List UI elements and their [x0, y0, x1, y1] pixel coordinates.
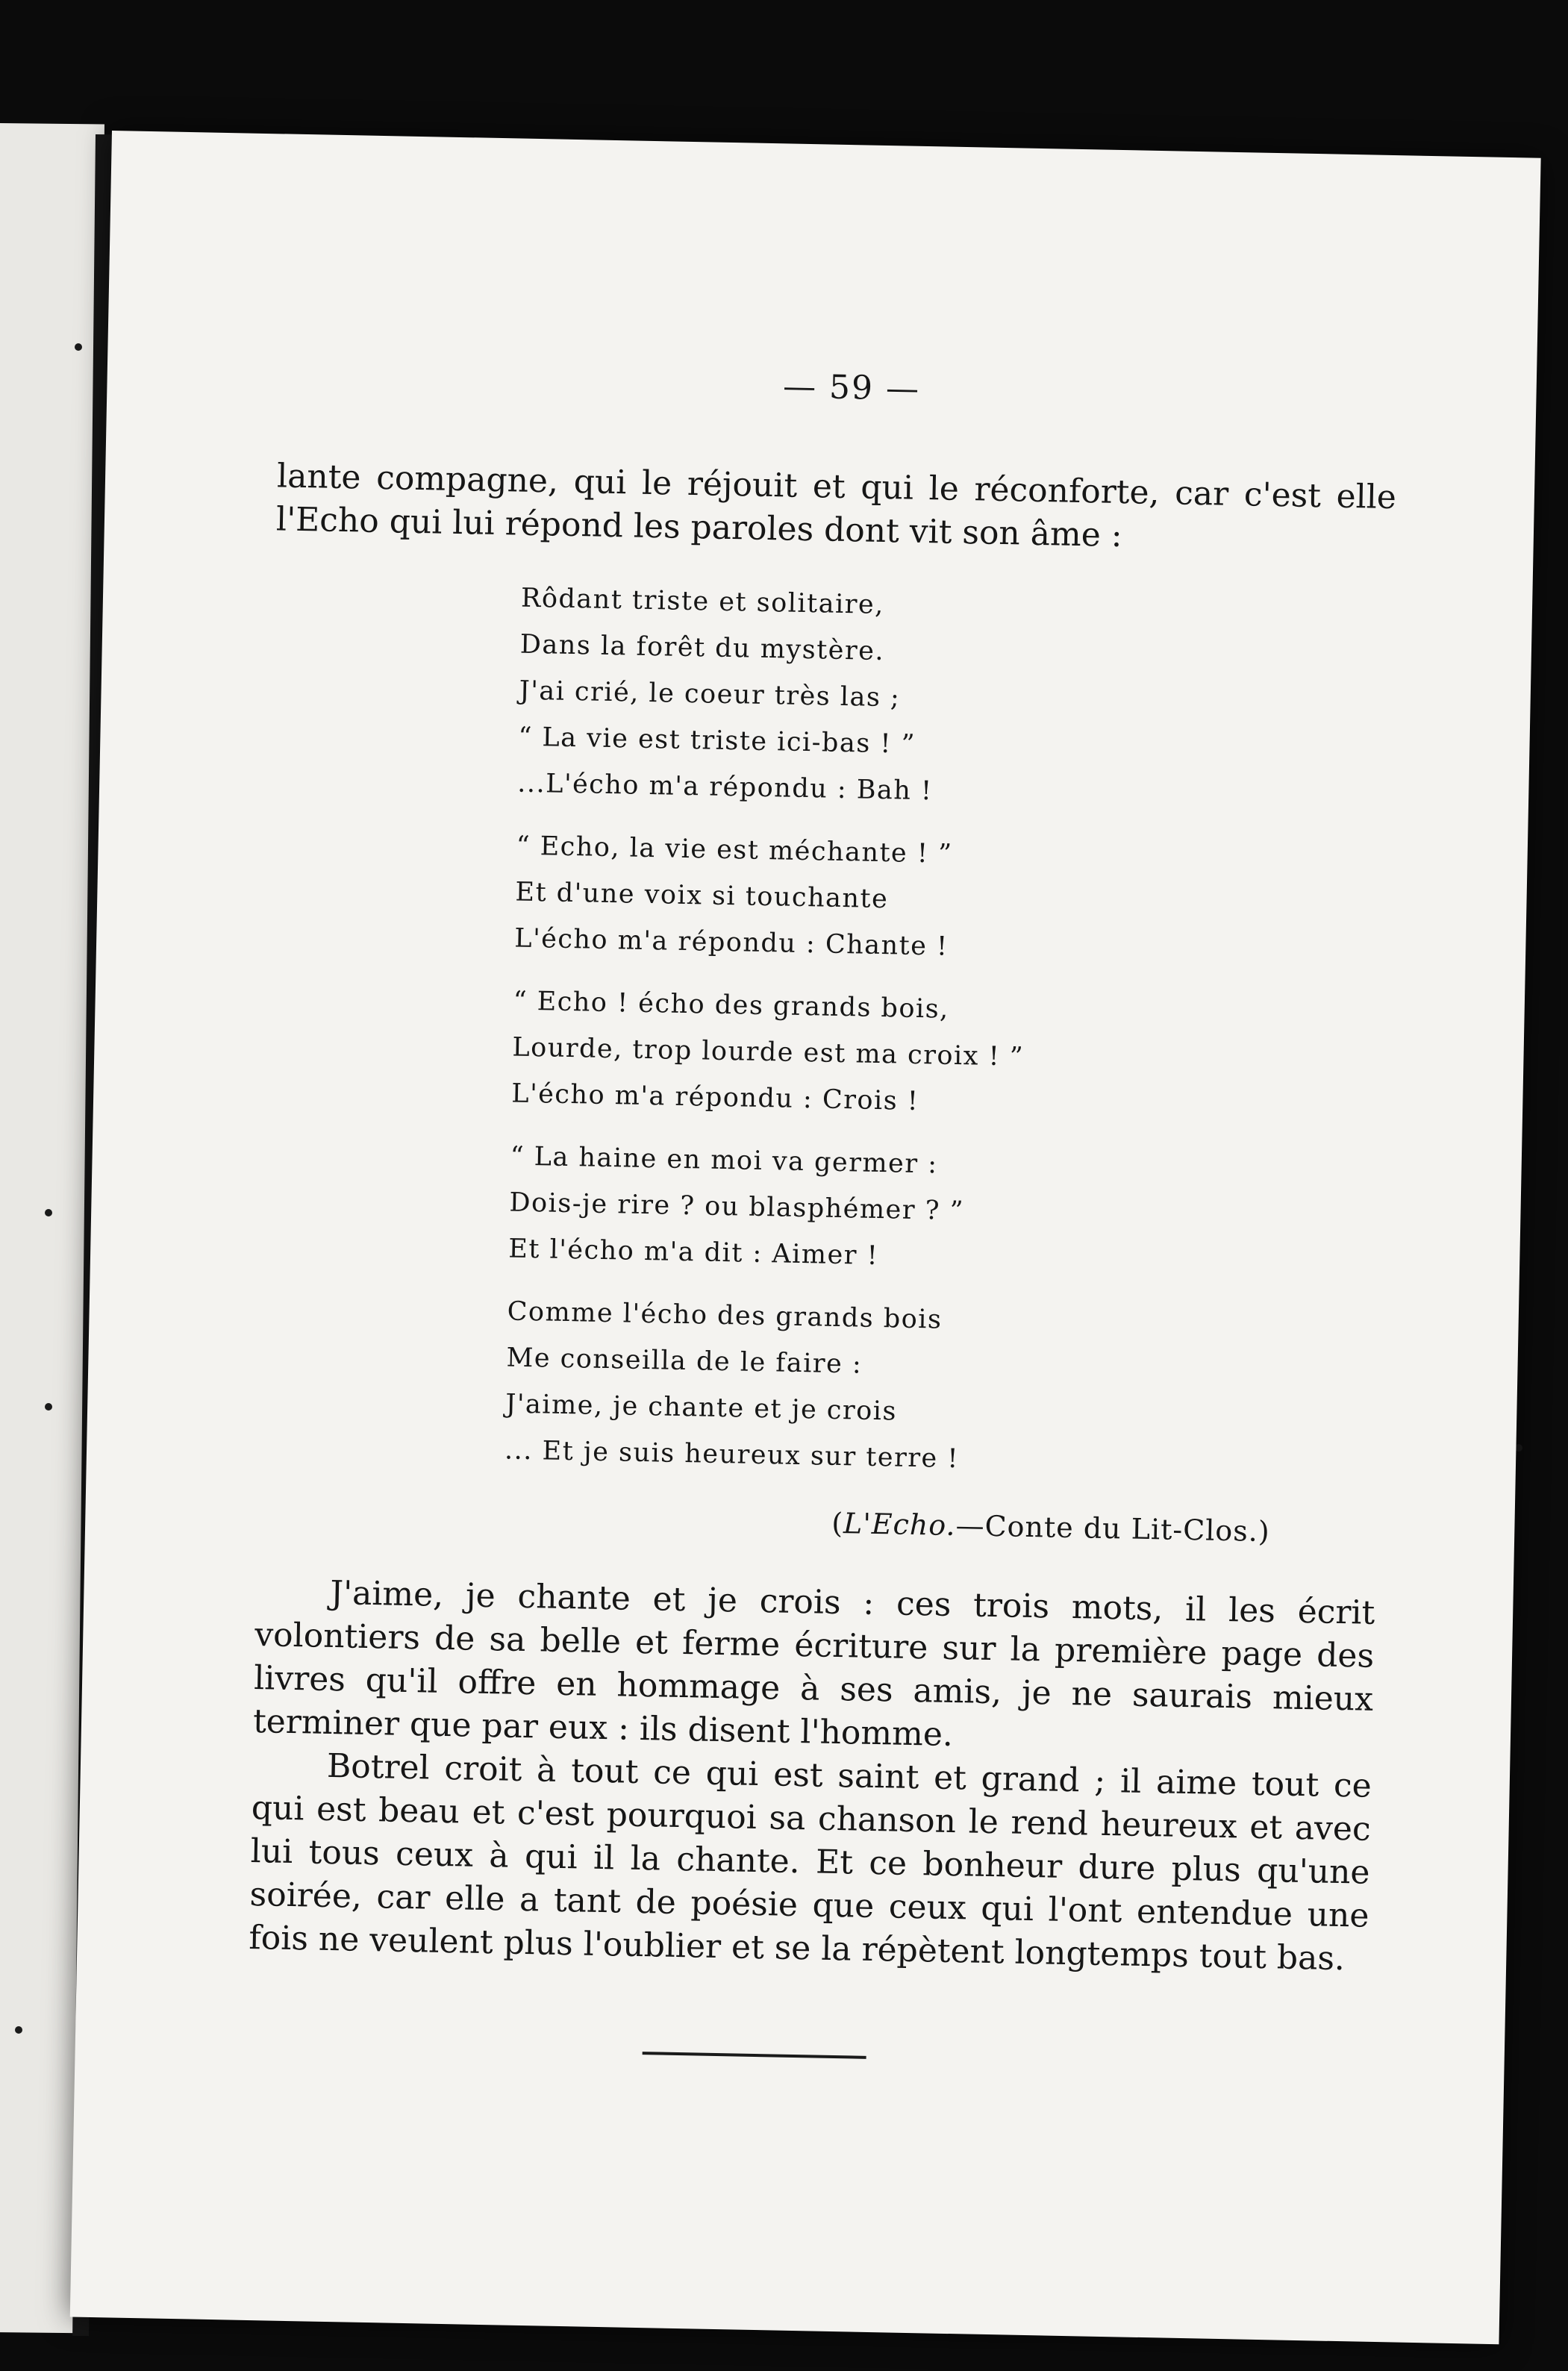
poem-line: Dans la forêt du mystère.	[519, 629, 885, 666]
poem-line: Dois-je rire ? ou blasphémer ? ”	[509, 1187, 965, 1227]
poem-stanza	[505, 1288, 1255, 1487]
poem-line: “ Echo ! écho des grands bois,	[513, 986, 950, 1025]
poem-line: Lourde, trop lourde est ma croix ! ”	[512, 1032, 1025, 1072]
poem-line: J'aime, je chante et je crois	[505, 1389, 898, 1427]
poem-stanza	[514, 823, 1263, 976]
poem-line: “ Echo, la vie est méchante ! ”	[516, 831, 953, 869]
poem-line: Et l'écho m'a dit : Aimer !	[507, 1234, 879, 1271]
poem-stanza	[511, 978, 1260, 1131]
dust-speck	[15, 2026, 22, 2034]
poem-line: “ La haine en moi va germer :	[510, 1141, 938, 1180]
poem-line: L'écho m'a répondu : Chante !	[513, 923, 949, 962]
dust-speck	[45, 1403, 52, 1411]
dust-speck	[45, 1209, 52, 1216]
poem-line: L'écho m'a répondu : Crois !	[510, 1078, 919, 1116]
poem-line: Et d'une voix si touchante	[515, 877, 889, 915]
poem-attribution: (L'Echo.—Conte du Lit-Clos.)	[831, 1506, 1271, 1549]
poem-line: Me conseilla de le faire :	[506, 1343, 863, 1380]
attribution-work: L'Echo.	[843, 1507, 957, 1543]
poem-line: J'ai crié, le coeur très las ;	[519, 675, 901, 713]
dust-speck	[75, 343, 82, 351]
poem-line: ...L'écho m'a répondu : Bah !	[516, 768, 933, 807]
poem-line: Rôdant triste et solitaire,	[520, 583, 885, 620]
poem-stanza	[517, 575, 1268, 821]
poem-line: ... Et je suis heureux sur terre !	[504, 1435, 960, 1475]
end-rule	[643, 2052, 866, 2059]
intro-paragraph	[275, 454, 1396, 563]
poem-line: “ La vie est triste ici-bas ! ”	[518, 722, 916, 760]
intro-text: lante compagne, qui le réjouit et qui le réconforte, car c'est elle l'Echo qui lui répond les paroles dont vit son âme :	[275, 457, 1397, 555]
attribution-source: —Conte du Lit-Clos.	[955, 1509, 1259, 1548]
page-number: — 59 —	[782, 367, 921, 408]
book-page	[70, 131, 1541, 2344]
closing-paragraphs	[249, 1570, 1375, 1981]
closing-paragraph: Botrel croit à tout ce qui est saint et grand ; il aime tout ce qui est beau et c'est pourquoi sa chanson le rend heureux et avec lui tous ceux à qui il la chante. Et ce bonheur dure plus qu'une soirée, car elle a tant de poésie que ceux qui l'ont entendue une fois ne veulent plus l'oublier et se la répètent longtemps tout bas.	[249, 1746, 1372, 1978]
closing-paragraph: J'aime, je chante et je crois : ces trois mots, il les écrit volontiers de sa belle et ferme écriture sur la première page des livres qu'il offre en hommage à ses amis, je ne saurais mieux terminer que par eux : ils disent l'homme.	[252, 1573, 1375, 1755]
poem-line: Comme l'écho des grands bois	[507, 1296, 943, 1335]
poem-stanza	[508, 1134, 1257, 1287]
poem	[504, 575, 1267, 1505]
